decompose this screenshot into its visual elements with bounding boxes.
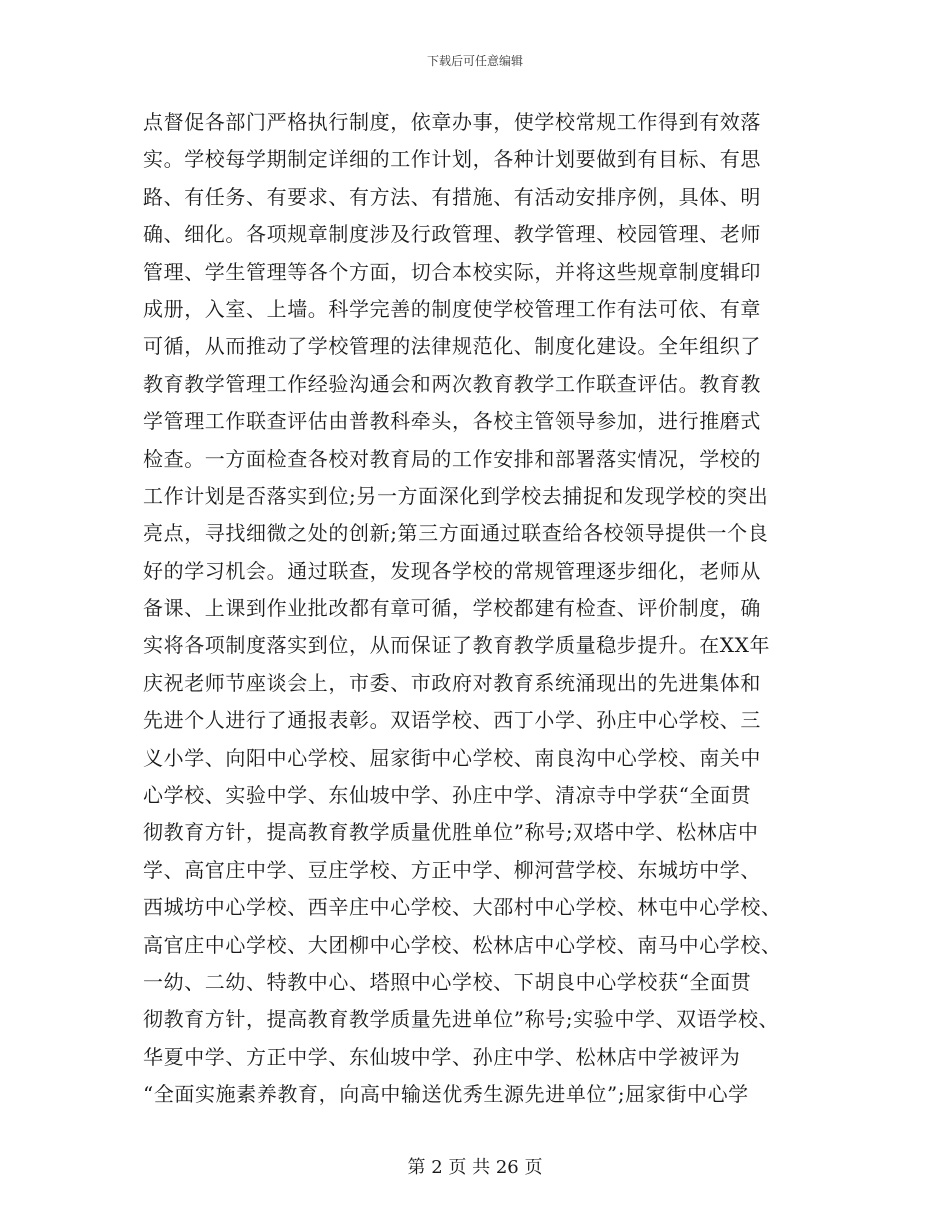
text-line: 确、细化。各项规章制度涉及行政管理、教学管理、校园管理、老师 (143, 222, 761, 247)
text-line: “全面实施素养教育，向高中输送优秀生源先进单位”;屈家街中心学 (143, 1082, 749, 1107)
text-line: 工作计划是否落实到位;另一方面深化到学校去捕捉和发现学校的突出 (143, 483, 769, 508)
page-header: 下载后可任意编辑 (426, 54, 523, 68)
text-line: 教育教学管理工作经验沟通会和两次教育教学工作联查评估。教育教 (143, 371, 761, 396)
text-line: 亮点，寻找细微之处的创新;第三方面通过联查给各校领导提供一个良 (143, 521, 769, 546)
text-line: 学、高官庄中学、豆庄学校、方正中学、柳河营学校、东城坊中学、 (143, 857, 761, 882)
text-line: 管理、学生管理等各个方面，切合本校实际，并将这些规章制度辑印 (143, 259, 761, 284)
text-line: 一幼、二幼、特教中心、塔照中心学校、下胡良中心学校获“全面贯 (143, 969, 752, 994)
text-line: 可循，从而推动了学校管理的法律规范化、制度化建设。全年组织了 (143, 334, 761, 359)
page-number-footer: 第 2 页 共 26 页 (407, 1157, 543, 1178)
document-body (143, 104, 823, 1114)
text-line: 备课、上课到作业批改都有章可循，学校都建有检查、评价制度，确 (143, 596, 761, 621)
text-line: 实。学校每学期制定详细的工作计划，各种计划要做到有目标、有思 (143, 147, 761, 172)
text-line: 心学校、实验中学、东仙坡中学、孙庄中学、清凉寺中学获“全面贯 (143, 783, 752, 808)
text-line: 庆祝老师节座谈会上，市委、市政府对教育系统涌现出的先进集体和 (143, 670, 761, 695)
text-line: 华夏中学、方正中学、东仙坡中学、孙庄中学、松林店中学被评为 (143, 1044, 741, 1069)
text-line: 点督促各部门严格执行制度，依章办事，使学校常规工作得到有效落 (143, 110, 761, 134)
text-line: 路、有任务、有要求、有方法、有措施、有活动安排序例，具体、明 (143, 184, 761, 209)
text-line: 彻教育方针，提高教育教学质量先进单位”称号;实验中学、双语学校、 (143, 1007, 780, 1032)
text-line: 先进个人进行了通报表彰。双语学校、西丁小学、孙庄中心学校、三 (143, 708, 761, 733)
text-line: 好的学习机会。通过联查，发现各学校的常规管理逐步细化，老师从 (143, 558, 761, 583)
text-line: 实将各项制度落实到位，从而保证了教育教学质量稳步提升。在XX年 (143, 633, 771, 658)
text-line: 高官庄中心学校、大团柳中心学校、松林店中心学校、南马中心学校、 (143, 932, 782, 957)
text-line: 彻教育方针，提高教育教学质量优胜单位”称号;双塔中学、松林店中 (143, 820, 759, 845)
text-line: 检查。一方面检查各校对教育局的工作安排和部署落实情况，学校的 (143, 446, 761, 471)
text-line: 义小学、向阳中心学校、屈家街中心学校、南良沟中心学校、南关中 (143, 745, 761, 770)
text-line: 西城坊中心学校、西辛庄中心学校、大邵村中心学校、林屯中心学校、 (143, 895, 782, 920)
text-line: 成册，入室、上墙。科学完善的制度使学校管理工作有法可依、有章 (143, 296, 761, 321)
text-line: 学管理工作联查评估由普教科牵头，各校主管领导参加，进行推磨式 (143, 409, 761, 434)
